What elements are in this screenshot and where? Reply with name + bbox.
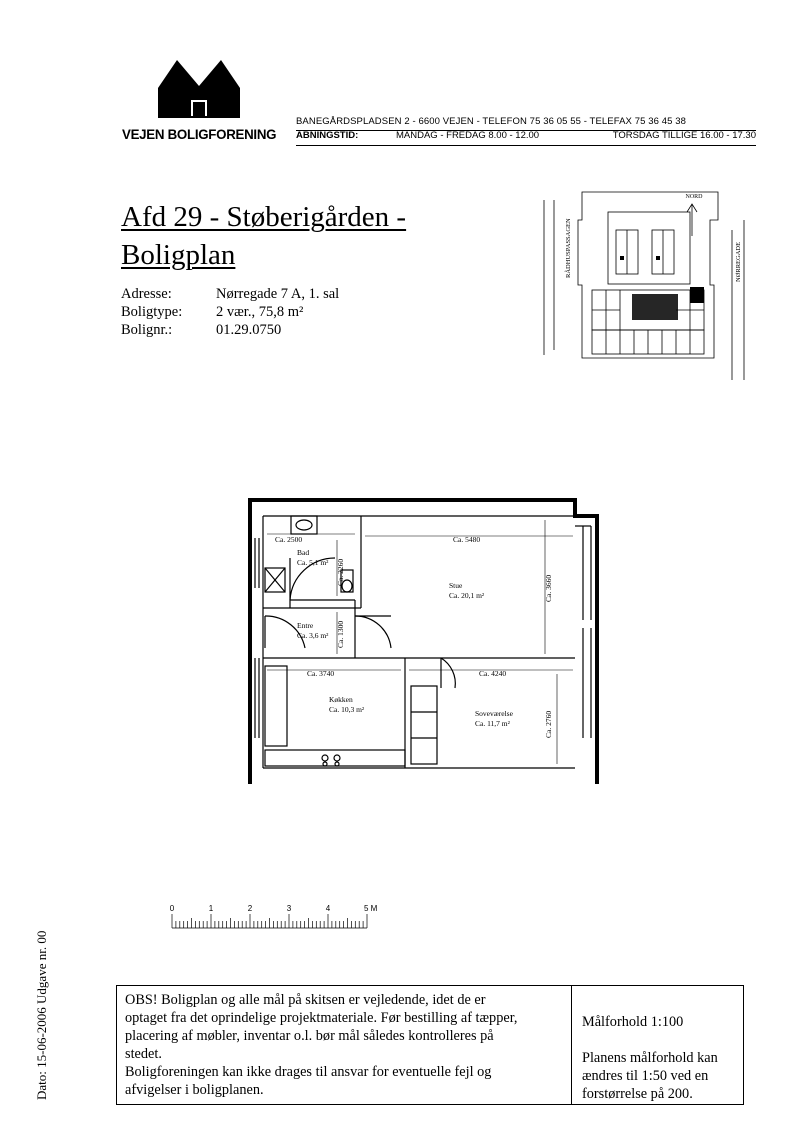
- notice-line: stedet.: [125, 1046, 162, 1062]
- street-label-right: NØRREGADE: [735, 241, 742, 282]
- dwelling-info: [121, 285, 339, 339]
- room-area-entre: Ca. 3,6 m²: [297, 631, 329, 640]
- dim-label: Ca. 4240: [479, 669, 507, 678]
- scale-tick-label: 1: [208, 904, 214, 913]
- notice-line: placering af møbler, inventar o.l. bør mål således kontrolleres på: [125, 1028, 494, 1044]
- scale-tick-label: 5 M: [364, 904, 378, 913]
- scale-tick-label: 0: [169, 904, 175, 913]
- floor-plan: [245, 498, 601, 784]
- info-value: 2 vær., 75,8 m²: [216, 304, 304, 320]
- notice-box: [116, 985, 744, 1105]
- page-title: [121, 198, 501, 274]
- scale-note-line: ændres til 1:50 ved en: [582, 1068, 709, 1084]
- scale-ticks: [172, 914, 367, 928]
- scale-tick-label: 2: [247, 904, 253, 913]
- scale-tick-label: 4: [325, 904, 331, 913]
- info-label: Bolignr.:: [121, 322, 173, 338]
- room-name-stue: Stue: [449, 581, 463, 590]
- logo-house-icon: [158, 58, 240, 120]
- room-area-stue: Ca. 20,1 m²: [449, 591, 485, 600]
- room-name-sove: Soveværelse: [475, 709, 513, 718]
- opening-thursday: TORSDAG TILLIGE 16.00 - 17.30: [612, 130, 756, 141]
- divider: [296, 130, 756, 131]
- dim-label: Ca. 2760: [544, 710, 553, 738]
- title-line-2: Boligplan: [121, 239, 236, 271]
- room-name-bad: Bad: [297, 548, 310, 557]
- street-label-left: RÅDHUSPASSAGEN: [565, 218, 572, 278]
- scale-note-line: Planens målforhold kan: [582, 1050, 718, 1066]
- room-area-bad: Ca. 5,1 m²: [297, 558, 329, 567]
- room-area-kokken: Ca. 10,3 m²: [329, 705, 365, 714]
- notice-disclaimer: [117, 986, 572, 1104]
- notice-line: Boligforeningen kan ikke drages til ansvar for eventuelle fejl og: [125, 1064, 492, 1080]
- title-line-1: Afd 29 - Støberigården -: [121, 201, 407, 233]
- info-label: Boligtype:: [121, 304, 183, 320]
- info-value: 01.29.0750: [216, 322, 282, 338]
- dim-label: Ca. 3740: [307, 669, 335, 678]
- dim-label: Ca. 5480: [453, 535, 481, 544]
- divider: [296, 145, 756, 146]
- scale-tick-label: 3: [286, 904, 292, 913]
- room-name-kokken: Køkken: [329, 695, 353, 704]
- dim-label: Ca. 2500: [275, 535, 303, 544]
- info-row-number: [121, 321, 339, 339]
- info-row-address: [121, 285, 339, 303]
- info-label: Adresse:: [121, 286, 172, 302]
- contact-address: BANEGÅRDSPLADSEN 2 - 6600 VEJEN - TELEFON 75 36 05 55 - TELEFAX 75 36 45 38: [296, 116, 686, 127]
- info-value: Nørregade 7 A, 1. sal: [216, 286, 340, 302]
- room-area-sove: Ca. 11,7 m²: [475, 719, 510, 728]
- info-row-type: [121, 303, 339, 321]
- notice-scale: [572, 986, 743, 1104]
- notice-line: OBS! Boligplan og alle mål på skitsen er vejledende, idet de er: [125, 992, 486, 1008]
- scale-bar: [168, 902, 388, 936]
- date-edition: Dato: 15-06-2006 Udgave nr. 00: [34, 930, 49, 1100]
- opening-hours-row: [296, 130, 756, 142]
- dim-label: Ca. 1300: [336, 620, 345, 648]
- scale-heading: Målforhold 1:100: [582, 1014, 684, 1030]
- notice-line: afvigelser i boligplanen.: [125, 1082, 264, 1098]
- logo-wordmark: VEJEN BOLIGFORENING: [122, 126, 277, 142]
- north-label: NORD: [685, 194, 703, 200]
- dim-label: Ca. 2260: [336, 558, 345, 586]
- opening-label: ABNINGSTID:: [296, 130, 359, 141]
- notice-line: optaget fra det oprindelige projektmateriale. Før bestilling af tæpper,: [125, 1010, 518, 1026]
- opening-hours: MANDAG - FREDAG 8.00 - 12.00: [396, 130, 540, 141]
- site-plan: [536, 190, 758, 380]
- room-name-entre: Entre: [297, 621, 314, 630]
- dim-label: Ca. 3660: [544, 574, 553, 602]
- contact-strip: [296, 116, 756, 141]
- scale-note-line: forstørrelse på 200.: [582, 1086, 693, 1102]
